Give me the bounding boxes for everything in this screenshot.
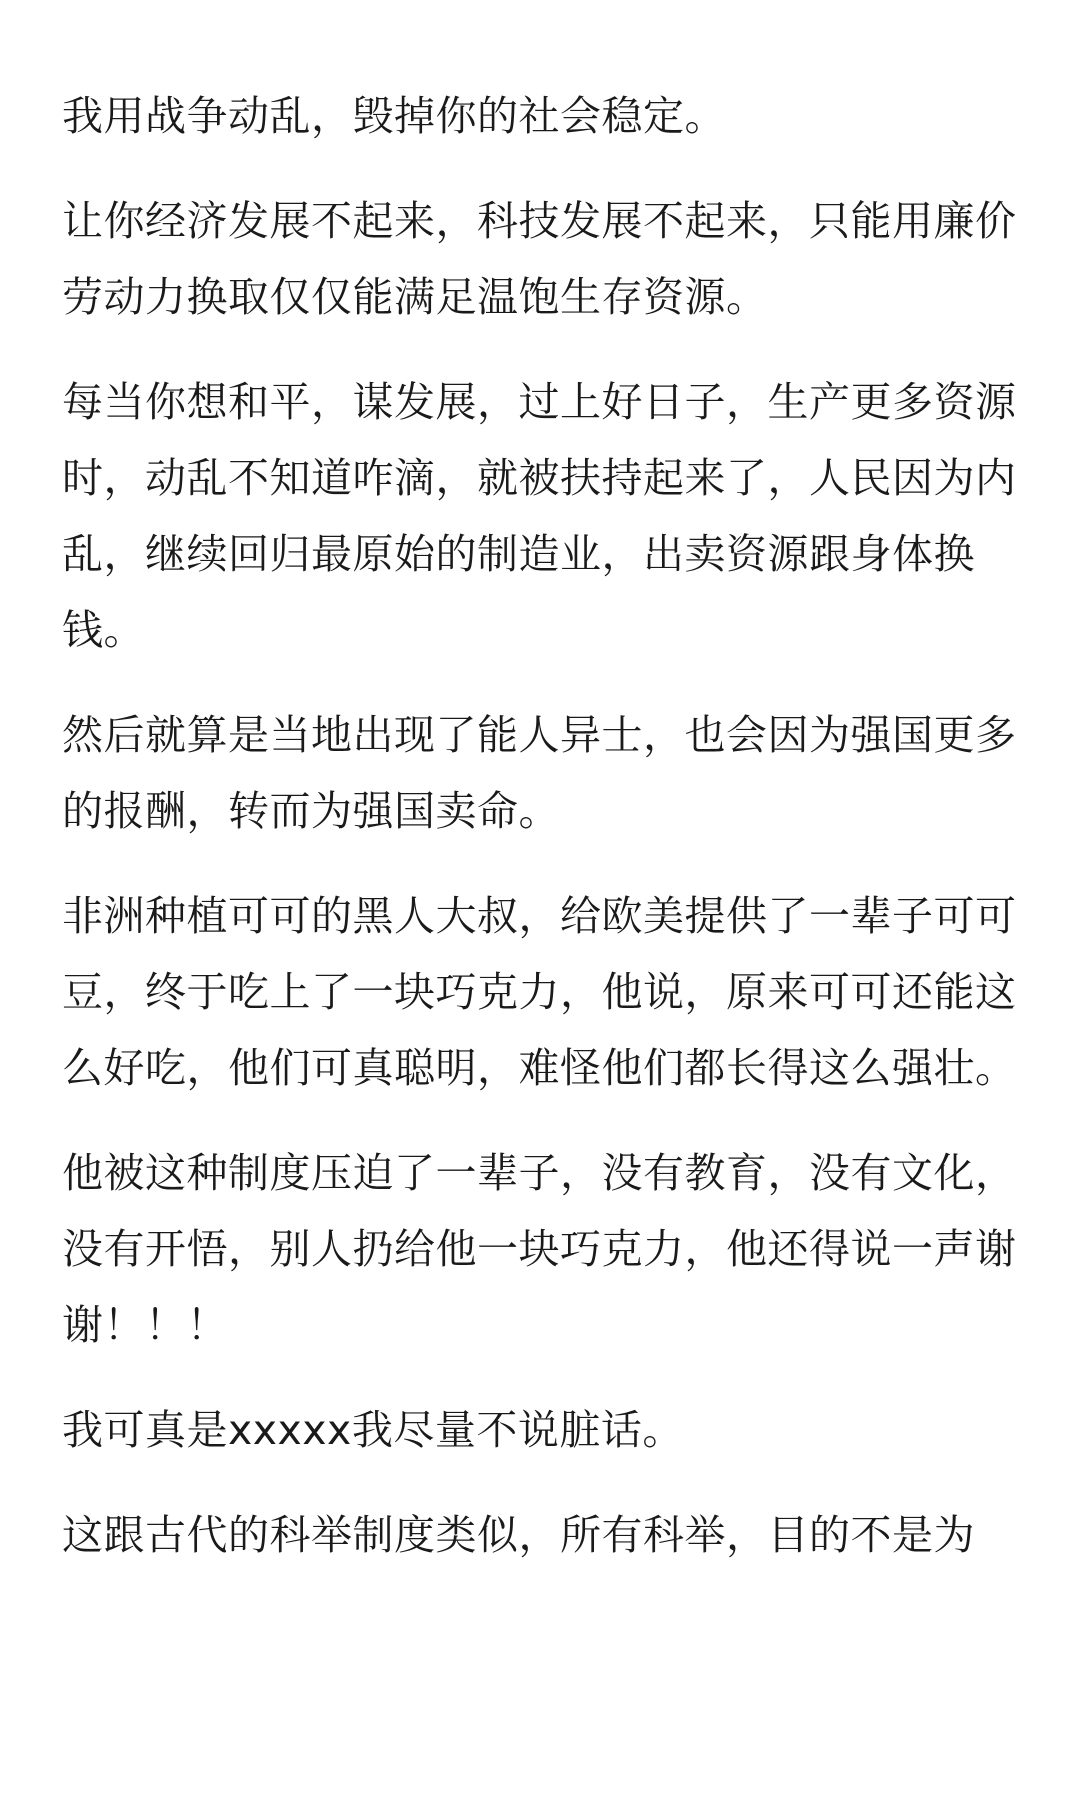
paragraph-4: 然后就算是当地出现了能人异士，也会因为强国更多的报酬，转而为强国卖命。 <box>62 711 1017 835</box>
paragraph-8: 这跟古代的科举制度类似，所有科举，目的不是为 <box>62 1511 975 1559</box>
paragraph-3: 每当你想和平，谋发展，过上好日子，生产更多资源时，动乱不知道咋滴，就被扶持起来了，人民因为内乱，继续回归最原始的制造业，出卖资源跟身体换钱。 <box>62 378 1017 654</box>
paragraph-1: 我用战争动乱，毁掉你的社会稳定。 <box>62 92 726 140</box>
article-body <box>62 78 1022 1602</box>
paragraph-6: 他被这种制度压迫了一辈子，没有教育，没有文化，没有开悟，别人扔给他一块巧克力，他还得说一声谢谢！！！ <box>62 1149 1017 1349</box>
paragraph-5: 非洲种植可可的黑人大叔，给欧美提供了一辈子可可豆，终于吃上了一块巧克力，他说，原来可可还能这么好吃，他们可真聪明，难怪他们都长得这么强壮。 <box>62 892 1017 1092</box>
paragraph-2: 让你经济发展不起来，科技发展不起来，只能用廉价劳动力换取仅仅能满足温饱生存资源。 <box>62 197 1017 321</box>
paragraph-7: 我可真是xxxxx我尽量不说脏话。 <box>62 1406 684 1454</box>
